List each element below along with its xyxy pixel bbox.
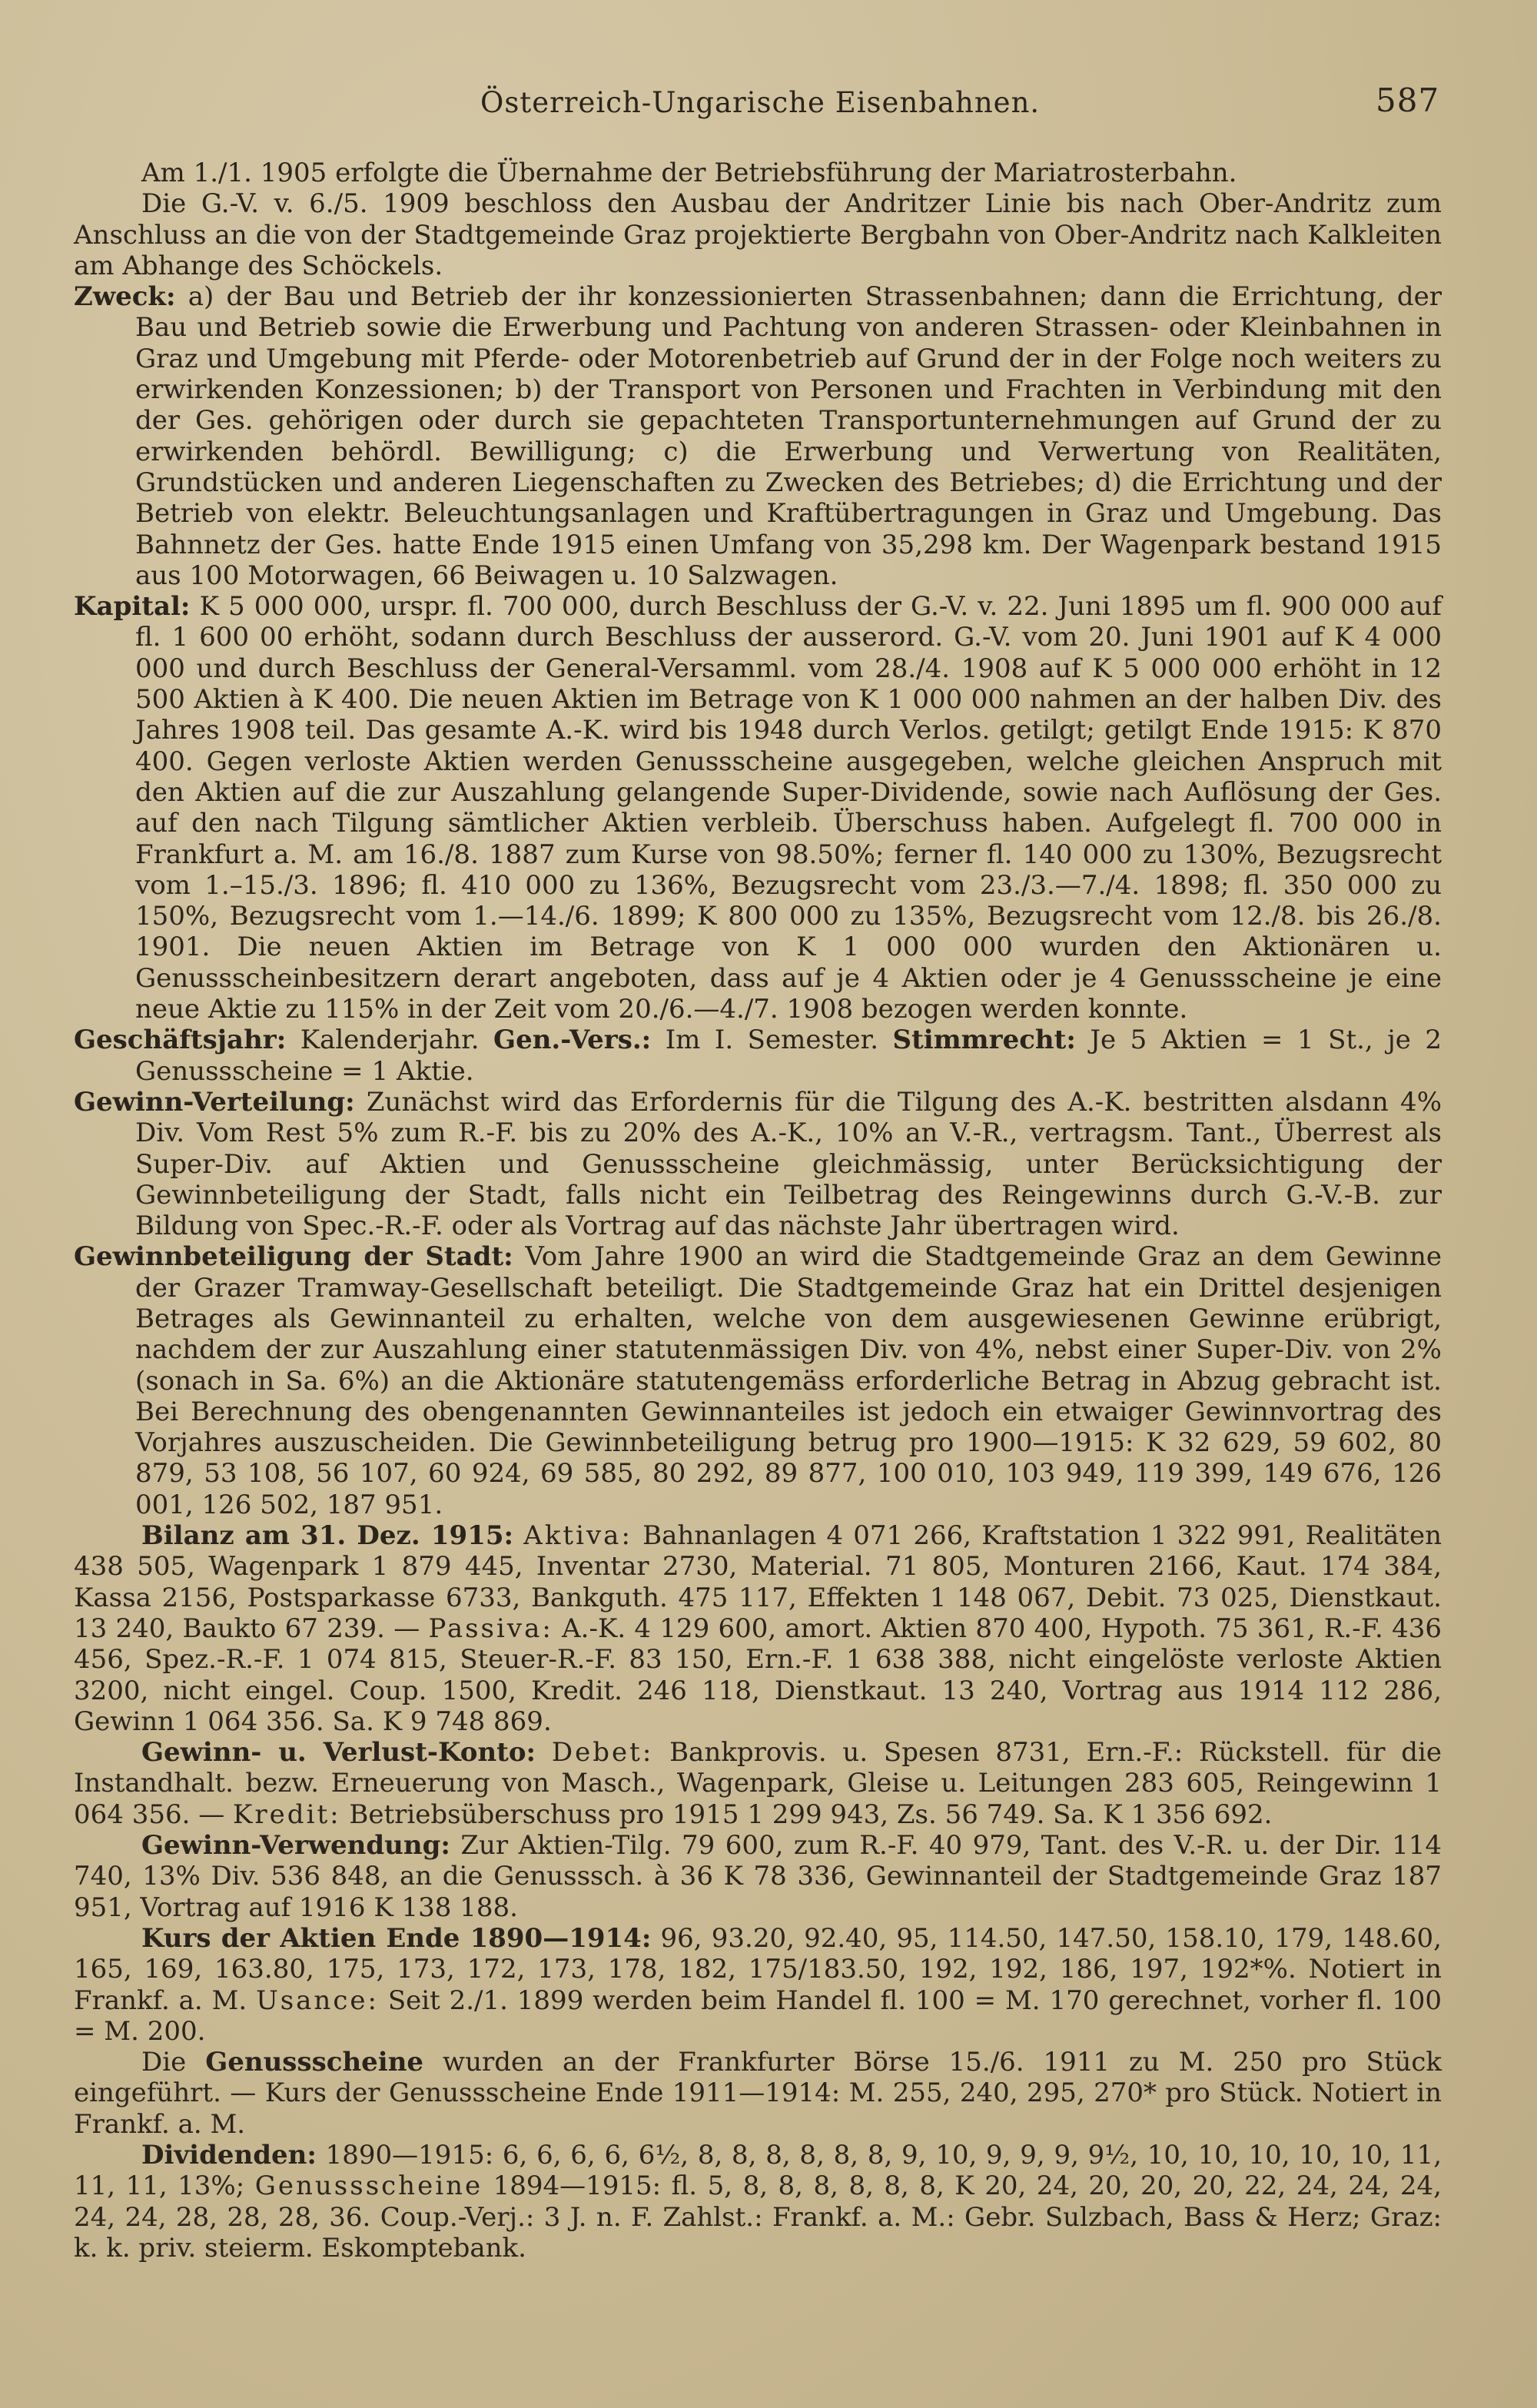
- section-label: Bilanz am 31. Dez. 1915:: [141, 1520, 514, 1552]
- page-number: 587: [1376, 81, 1440, 119]
- paragraph-genussscheine: Die Genussscheine wurden an der Frankfurter Börse 15./6. 1911 zu M. 250 pro Stück eingeführt. — Kurs der Genussscheine Ende 1911—1914: M. 255, 240, 295, 270* pro Stück. Notiert in Frankf. a. M.: [74, 2047, 1442, 2140]
- section-label: Gewinn- u. Verlust-Konto:: [141, 1737, 536, 1769]
- paragraph-kapital: Kapital: K 5 000 000, urspr. fl. 700 000, durch Beschluss der G.-V. v. 22. Juni 1895 um fl. 900 000 auf fl. 1 600 00 erhöht, sodann durch Beschluss der ausserord. G.-V. vom 20. Juni 1901 auf K 4 000 000 und durch Beschluss der General-Versamml. vom 28./4. 1908 auf K 5 000 000 erhöht in 12 500 Aktien à K 400. Die neuen Aktien im Betrage von K 1 000 000 nahmen an der halben Div. des Jahres 1908 teil. Das gesamte A.-K. wird bis 1948 durch Verlos. getilgt; getilgt Ende 1915: K 870 400. Gegen verloste Aktien werden Genussscheine ausgegeben, welche gleichen Anspruch mit den Aktien auf die zur Auszahlung gelangende Super-Dividende, sowie nach Auflösung der Ges. auf den nach Tilgung sämtlicher Aktien verbleib. Überschuss haben. Aufgelegt fl. 700 000 in Frankfurt a. M. am 16./8. 1887 zum Kurse von 98.50%; ferner fl. 140 000 zu 130%, Bezugsrecht vom 1.–15./3. 1896; fl. 410 000 zu 136%, Bezugsrecht vom 23./3.—7./4. 1898; fl. 350 000 zu 150%, Bezugsrecht vom 1.—14./6. 1899; K 800 000 zu 135%, Bezugsrecht vom 12./8. bis 26./8. 1901. Die neuen Aktien im Betrage von K 1 000 000 wurden den Aktionären u. Genussscheinbesitzern derart angeboten, dass auf je 4 Aktien oder je 4 Genussscheine je eine neue Aktie zu 115% in der Zeit vom 20./6.—4./7. 1908 bezogen werden konnte.: [74, 591, 1442, 1025]
- paragraph-gewinn-verlust: Gewinn- u. Verlust-Konto: Debet: Bankprovis. u. Spesen 8731, Ern.-F.: Rückstell. für die Instandhalt. bezw. Erneuerung von Masch., Wagenpark, Gleise u. Leitungen 283 605, Reingewinn 1 064 356. — Kredit: Betriebsüberschuss pro 1915 1 299 943, Zs. 56 749. Sa. K 1 356 692.: [74, 1737, 1442, 1830]
- section-label: Gewinn-Verwendung:: [141, 1830, 450, 1862]
- running-header: [0, 81, 1537, 132]
- section-label: Gewinn-Verteilung:: [74, 1086, 355, 1118]
- paragraph-expansion: Die G.-V. v. 6./5. 1909 beschloss den Ausbau der Andritzer Linie bis nach Ober-Andritz zum Anschluss an die von der Stadtgemeinde Graz projektierte Bergbahn von Ober-Andritz nach Kalkleiten am Abhange des Schöckels.: [74, 188, 1442, 281]
- paragraph-gewinnbeteiligung: Gewinnbeteiligung der Stadt: Vom Jahre 1900 an wird die Stadtgemeinde Graz an dem Gewinne der Grazer Tramway-Gesellschaft beteiligt. Die Stadtgemeinde Graz hat ein Drittel desjenigen Betrages als Gewinnanteil zu erhalten, welche von dem ausgewiesenen Gewinne erübrigt, nachdem der zur Auszahlung einer statutenmässigen Div. von 4%, nebst einer Super-Div. von 2% (sonach in Sa. 6%) an die Aktionäre statutengemäss erforderliche Betrag in Abzug gebracht ist. Bei Berechnung des obengenannten Gewinnanteiles ist jedoch ein etwaiger Gewinnvortrag des Vorjahres auszuscheiden. Die Gewinnbeteiligung betrug pro 1900—1915: K 32 629, 59 602, 80 879, 53 108, 56 107, 60 924, 69 585, 80 292, 89 877, 100 010, 103 949, 119 399, 149 676, 126 001, 126 502, 187 951.: [74, 1241, 1442, 1520]
- paragraph-dividenden: Dividenden: 1890—1915: 6, 6, 6, 6, 6½, 8, 8, 8, 8, 8, 8, 9, 10, 9, 9, 9, 9½, 10, 10, 10, 10, 10, 11, 11, 11, 13%; Genussscheine 1894—1915: fl. 5, 8, 8, 8, 8, 8, 8, K 20, 24, 20, 20, 20, 22, 24, 24, 24, 24, 24, 28, 28, 28, 36. Coup.-Verj.: 3 J. n. F. Zahlst.: Frankf. a. M.: Gebr. Sulzbach, Bass & Herz; Graz: k. k. priv. steierm. Eskomptebank.: [74, 2140, 1442, 2264]
- section-label: Geschäftsjahr:: [74, 1025, 287, 1056]
- paragraph-geschaeftsjahr: Geschäftsjahr: Kalenderjahr. Gen.-Vers.: Im I. Semester. Stimmrecht: Je 5 Aktien = 1 St., je 2 Genussscheine = 1 Aktie.: [74, 1025, 1442, 1087]
- section-label: Zweck:: [74, 281, 176, 313]
- paragraph-kurs: Kurs der Aktien Ende 1890—1914: 96, 93.20, 92.40, 95, 114.50, 147.50, 158.10, 179, 148.60, 165, 169, 163.80, 175, 173, 172, 173, 178, 182, 175/183.50, 192, 192, 186, 197, 192*%. Notiert in Frankf. a. M. Usance: Seit 2./1. 1899 werden beim Handel fl. 100 = M. 170 gerechnet, vorher fl. 100 = M. 200.: [74, 1922, 1442, 2047]
- section-label: Gewinnbeteiligung der Stadt:: [74, 1241, 513, 1273]
- paragraph-takeover: Am 1./1. 1905 erfolgte die Übernahme der Betriebsführung der Mariatrosterbahn.: [141, 158, 1237, 188]
- paragraph-zweck: Zweck: a) der Bau und Betrieb der ihr konzessionierten Strassenbahnen; dann die Errichtung, der Bau und Betrieb sowie die Erwerbung und Pachtung von anderen Strassen- oder Kleinbahnen in Graz und Umgebung mit Pferde- oder Motorenbetrieb auf Grund der in der Folge noch weiters zu erwirkenden Konzessionen; b) der Transport von Personen und Frachten in Verbindung mit den der Ges. gehörigen oder durch sie gepachteten Transportunternehmungen auf Grund der zu erwirkenden behördl. Bewilligung; c) die Erwerbung und Verwertung von Realitäten, Grundstücken und anderen Liegenschaften zu Zwecken des Betriebes; d) die Errichtung und der Betrieb von elektr. Beleuchtungsanlagen und Kraftübertragungen in Graz und Umgebung. Das Bahnnetz der Ges. hatte Ende 1915 einen Umfang von 35,298 km. Der Wagenpark bestand 1915 aus 100 Motorwagen, 66 Beiwagen u. 10 Salzwagen.: [74, 281, 1442, 591]
- paragraph-gewinn-verwendung: Gewinn-Verwendung: Zur Aktien-Tilg. 79 600, zum R.-F. 40 979, Tant. des V.-R. u. der Dir. 114 740, 13% Div. 536 848, an die Genusssch. à 36 K 78 336, Gewinnanteil der Stadtgemeinde Graz 187 951, Vortrag auf 1916 K 138 188.: [74, 1830, 1442, 1923]
- header-title: Österreich-Ungarische Eisenbahnen.: [480, 86, 1041, 119]
- section-label: Kapital:: [74, 591, 191, 623]
- paragraph-bilanz: Bilanz am 31. Dez. 1915: Aktiva: Bahnanlagen 4 071 266, Kraftstation 1 322 991, Realitäten 438 505, Wagenpark 1 879 445, Inventar 2730, Material. 71 805, Monturen 2166, Kaut. 174 384, Kassa 2156, Postsparkasse 6733, Bankguth. 475 117, Effekten 1 148 067, Debit. 73 025, Dienstkaut. 13 240, Baukto 67 239. — Passiva: A.-K. 4 129 600, amort. Aktien 870 400, Hypoth. 75 361, R.-F. 436 456, Spez.-R.-F. 1 074 815, Steuer-R.-F. 83 150, Ern.-F. 1 638 388, nicht eingelöste verloste Aktien 3200, nicht eingel. Coup. 1500, Kredit. 246 118, Dienstkaut. 13 240, Vortrag aus 1914 112 286, Gewinn 1 064 356. Sa. K 9 748 869.: [74, 1520, 1442, 1737]
- paragraph-gewinn-verteilung: Gewinn-Verteilung: Zunächst wird das Erfordernis für die Tilgung des A.-K. bestritten alsdann 4% Div. Vom Rest 5% zum R.-F. bis zu 20% des A.-K., 10% an V.-R., vertragsm. Tant., Überrest als Super-Div. auf Aktien und Genussscheine gleichmässig, unter Berücksichtigung der Gewinnbeteiligung der Stadt, falls nicht ein Teilbetrag des Reingewinns durch G.-V.-B. zur Bildung von Spec.-R.-F. oder als Vortrag auf das nächste Jahr übertragen wird.: [74, 1086, 1442, 1242]
- section-label: Genussscheine: [205, 2047, 424, 2078]
- body-text: [74, 158, 1442, 2264]
- section-label: Kurs der Aktien Ende 1890—1914:: [141, 1922, 652, 1954]
- section-label: Dividenden:: [141, 2140, 317, 2171]
